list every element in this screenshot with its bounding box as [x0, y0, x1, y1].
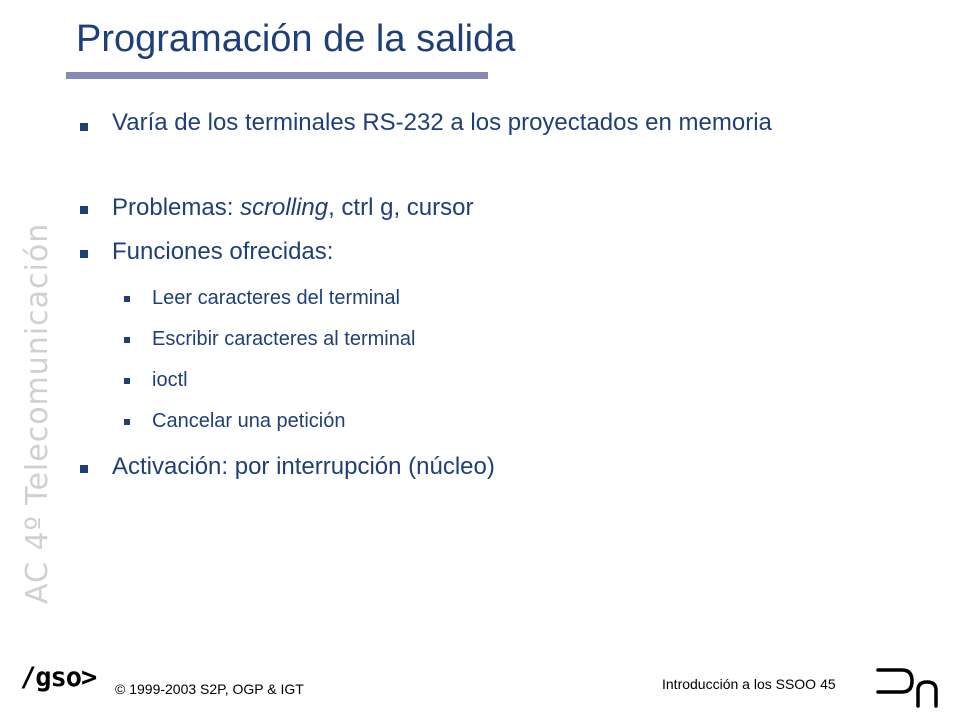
square-bullet-icon: [124, 296, 130, 302]
square-bullet-icon: [124, 378, 130, 384]
dn-logo-icon: [874, 660, 944, 708]
footer-course-info: [662, 676, 836, 692]
sub-bullet-text: ioctl: [152, 369, 188, 391]
square-bullet-icon: [80, 206, 88, 214]
bullet-text: Problemas: scrolling, ctrl g, cursor: [112, 194, 474, 221]
slide-title: Programación de la salida: [76, 18, 516, 60]
square-bullet-icon: [80, 250, 88, 258]
course-name: Introducción a los SSOO: [662, 676, 817, 692]
sub-bullet-text: Leer caracteres del terminal: [152, 287, 400, 309]
footer-copyright: © 1999-2003 S2P, OGP & IGT: [115, 681, 304, 697]
bullet-text: Funciones ofrecidas:: [112, 238, 334, 265]
sub-bullet-text: Cancelar una petición: [152, 410, 346, 432]
square-bullet-icon: [80, 465, 88, 473]
sub-bullet-text: Escribir caracteres al terminal: [152, 328, 416, 350]
square-bullet-icon: [124, 337, 130, 343]
square-bullet-icon: [124, 419, 130, 425]
side-watermark-label: AC 4º Telecomunicación: [20, 222, 55, 604]
bullet-text: Varía de los terminales RS-232 a los proyectados en memoria: [112, 109, 772, 136]
title-underline: [66, 72, 488, 79]
square-bullet-icon: [80, 123, 88, 131]
gso-logo: /gso>: [20, 662, 97, 693]
page-number: 45: [820, 676, 836, 692]
emphasized-word: scrolling: [240, 194, 329, 221]
bullet-text: Activación: por interrupción (núcleo): [112, 453, 495, 480]
